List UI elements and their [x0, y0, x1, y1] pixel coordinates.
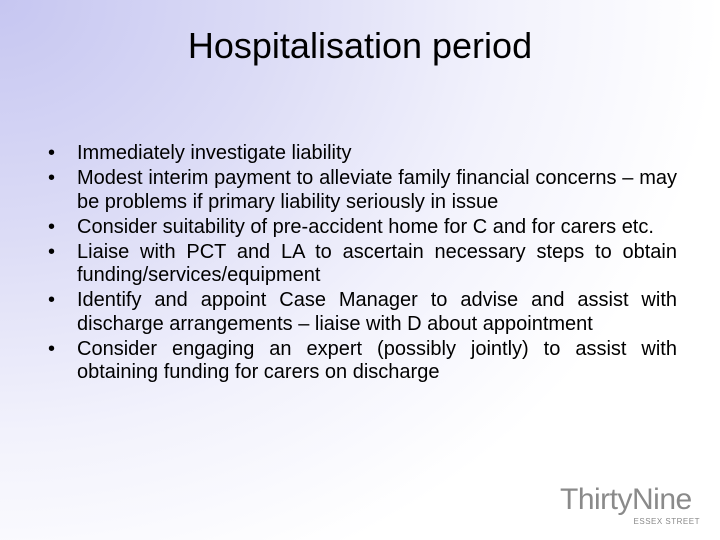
bullet-marker: •: [48, 289, 56, 311]
bullet-item-6: [48, 338, 677, 385]
bullet-marker: •: [48, 337, 56, 360]
bullet-item-1: [48, 142, 677, 166]
bullet-item-4: [48, 241, 677, 288]
bullet-text: Consider engaging an expert (possibly jointly) to assist with obtaining funding for carers on discharge: [77, 337, 677, 383]
logo-subtitle: ESSEX STREET: [633, 517, 700, 526]
bullet-item-5: [48, 289, 677, 336]
bullet-marker: •: [48, 142, 56, 164]
bullet-marker: •: [48, 215, 56, 238]
bullet-marker: •: [48, 240, 56, 263]
bullet-item-3: [48, 216, 677, 240]
thirtynine-logo: [560, 482, 700, 528]
bullet-text: Consider suitability of pre-accident home for C and for carers etc.: [77, 215, 654, 238]
bullet-item-2: [48, 167, 677, 214]
logo-wordmark: ThirtyNine: [560, 483, 692, 516]
bullet-text: Liaise with PCT and LA to ascertain necessary steps to obtain funding/services/equipment: [77, 240, 677, 286]
bullet-text: Immediately investigate liability: [77, 142, 352, 164]
bullet-list: [48, 142, 677, 386]
bullet-text: Identify and appoint Case Manager to advise and assist with discharge arrangements – liaise with D about appointment: [77, 289, 677, 335]
bullet-marker: •: [48, 167, 56, 189]
bullet-text: Modest interim payment to alleviate family financial concerns – may be problems if primary liability seriously in issue: [77, 167, 677, 213]
slide-title: Hospitalisation period: [187, 25, 533, 66]
